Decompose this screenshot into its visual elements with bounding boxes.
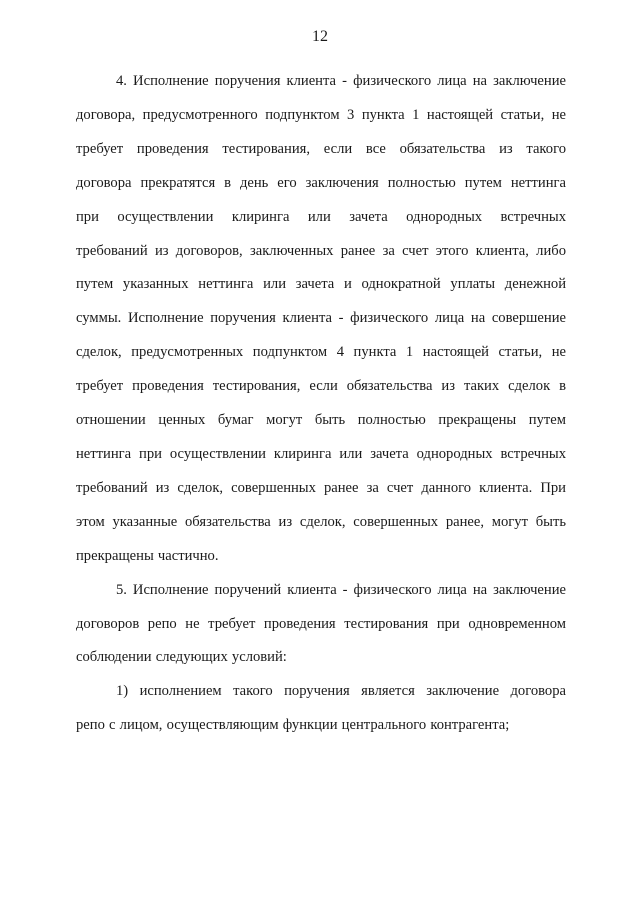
paragraph-5 <box>76 574 566 676</box>
text-line: сделок, предусмотренных подпунктом 4 пункта 1 настоящей статьи, не <box>76 344 566 361</box>
text-line: требований из договоров, заключенных ранее за счет этого клиента, либо <box>76 242 566 259</box>
text-line: договора прекратятся в день его заключения полностью путем неттинга <box>76 174 566 191</box>
text-line: 5. Исполнение поручений клиента - физического лица на заключение <box>116 581 566 598</box>
text-line: отношении ценных бумаг могут быть полностью прекращены путем <box>76 412 566 429</box>
text-line: неттинга при осуществлении клиринга или зачета однородных встречных <box>76 445 566 462</box>
text-line: 4. Исполнение поручения клиента - физического лица на заключение <box>116 73 566 89</box>
text-line: прекращены частично. <box>76 547 219 564</box>
text-line: 1) исполнением такого поручения является заключение договора <box>116 683 566 700</box>
text-line: путем указанных неттинга или зачета и однократной уплаты денежной <box>76 276 566 293</box>
text-line: соблюдении следующих условий: <box>76 649 287 666</box>
text-line: договоров репо не требует проведения тестирования при одновременном <box>76 615 566 632</box>
page-number: 12 <box>312 28 328 45</box>
paragraph-4 <box>76 65 566 574</box>
text-line: требований из сделок, совершенных ранее за счет данного клиента. При <box>76 479 566 496</box>
text-line: репо с лицом, осуществляющим функции центрального контрагента; <box>76 717 510 734</box>
paragraph-5-item-1 <box>76 675 566 743</box>
text-line: требует проведения тестирования, если все обязательства из такого <box>76 140 566 157</box>
text-line: договора, предусмотренного подпунктом 3 пункта 1 настоящей статьи, не <box>76 106 566 123</box>
document-body <box>76 65 566 743</box>
text-line: этом указанные обязательства из сделок, совершенных ранее, могут быть <box>76 513 566 530</box>
text-line: при осуществлении клиринга или зачета однородных встречных <box>76 208 566 225</box>
text-line: требует проведения тестирования, если обязательства из таких сделок в <box>76 378 566 395</box>
text-line: суммы. Исполнение поручения клиента - физического лица на совершение <box>76 310 566 327</box>
